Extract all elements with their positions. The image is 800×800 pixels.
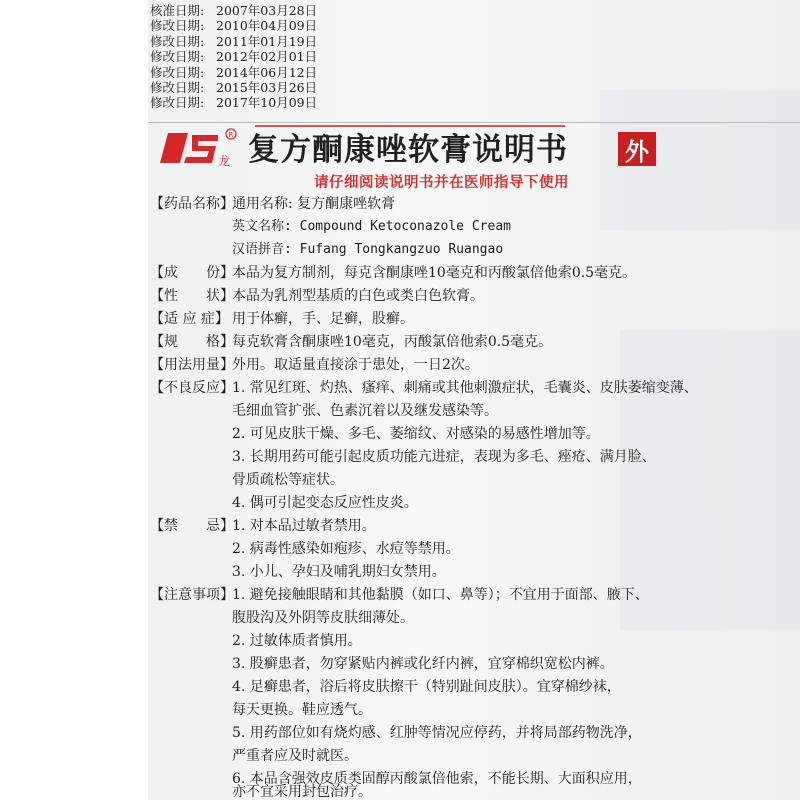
date-label: 修改日期:	[150, 49, 205, 65]
date-value: 2012年02月01日	[216, 49, 318, 65]
indications-label: 【适 应 症】	[150, 311, 229, 327]
date-row	[150, 34, 317, 49]
precaution-item: 5. 用药部位如有烧灼感、红肿等情况应停药，并将局部药物洗净，	[232, 725, 642, 741]
generic-name: 通用名称: 复方酮康唑软膏	[232, 196, 396, 212]
date-label: 修改日期:	[150, 18, 205, 34]
date-value: 2015年03月26日	[216, 80, 318, 96]
date-row	[150, 80, 317, 95]
date-label: 修改日期:	[150, 33, 205, 49]
date-label: 修改日期:	[150, 95, 205, 111]
dosage-label: 【用法用量】	[150, 357, 234, 373]
svg-text:R: R	[228, 131, 234, 139]
contraindication-item: 1. 对本品过敏者禁用。	[232, 518, 376, 534]
precaution-item: 2. 过敏体质者慎用。	[232, 633, 362, 649]
date-value: 2011年01月19日	[216, 33, 318, 49]
adverse-item: 1. 常见红斑、灼热、瘙痒、刺痛或其他刺激症状，毛囊炎、皮肤萎缩变薄、	[232, 380, 698, 396]
specification-text: 每克软膏含酮康唑10毫克，丙酸氯倍他索0.5毫克。	[232, 334, 553, 350]
adverse-item: 4. 偶可引起变态反应性皮炎。	[232, 495, 418, 511]
external-use-badge: 外	[618, 132, 656, 166]
english-name: 英文名称: Compound Ketoconazole Cream	[232, 219, 511, 234]
precaution-item: 每天更换。鞋应透气。	[232, 702, 372, 718]
date-value: 2014年06月12日	[216, 64, 318, 80]
adverse-item: 3. 长期用药可能引起皮质功能亢进症，表现为多毛、痤疮、满月脸、	[232, 449, 656, 465]
ingredients-text: 本品为复方制剂，每克含酮康唑10毫克和丙酸氯倍他索0.5毫克。	[232, 265, 637, 281]
precaution-item: 腹股沟及外阴等皮肤细薄处。	[232, 610, 414, 626]
properties-label: 【性 状】	[150, 288, 234, 304]
precaution-item: 严重者应及时就医。	[232, 748, 358, 764]
date-row	[150, 49, 317, 64]
ingredients-label: 【成 份】	[150, 265, 234, 281]
specification-label: 【规 格】	[150, 334, 234, 350]
pinyin-name: 汉语拼音: Fufang Tongkangzuo Ruangao	[232, 242, 504, 257]
date-row	[150, 3, 317, 18]
divider	[148, 122, 800, 123]
show-through-shadow	[620, 330, 800, 630]
date-row	[150, 65, 317, 80]
adverse-item: 2. 可见皮肤干燥、多毛、萎缩纹、对感染的易感性增加等。	[232, 426, 600, 442]
adverse-item: 毛细血管扩张、色素沉着以及继发感染等。	[232, 403, 498, 419]
adverse-item: 骨质疏松等症状。	[232, 472, 344, 488]
precaution-item: 亦不宜采用封包治疗。	[232, 784, 372, 800]
date-value: 2010年04月09日	[216, 18, 318, 34]
document-title: 复方酮康唑软膏说明书	[248, 132, 568, 168]
revision-dates	[150, 3, 317, 111]
date-label: 修改日期:	[150, 80, 205, 96]
usage-warning: 请仔细阅读说明书并在医师指导下使用	[314, 175, 569, 191]
logo-char: 龙	[218, 154, 231, 168]
adverse-label: 【不良反应】	[150, 380, 234, 396]
date-label: 核准日期:	[150, 3, 205, 18]
precaution-item: 3. 股癣患者，勿穿紧贴内裤或化纤内裤，宜穿棉织宽松内裤。	[232, 656, 614, 672]
precaution-item: 6. 本品含强效皮质类固醇丙酸氯倍他索，不能长期、大面积应用，	[232, 771, 642, 787]
date-row	[150, 18, 317, 33]
brand-logo	[158, 127, 240, 169]
precaution-item: 4. 足癣患者，浴后将皮肤擦干（特别趾间皮肤）。宜穿棉纱袜，	[232, 679, 621, 695]
date-value: 2007年03月28日	[216, 3, 318, 18]
date-row	[150, 95, 317, 110]
dosage-text: 外用。取适量直接涂于患处，一日2次。	[232, 357, 479, 373]
date-value: 2017年10月09日	[216, 95, 318, 111]
contraindication-item: 3. 小儿、孕妇及哺乳期妇女禁用。	[232, 564, 446, 580]
indications-text: 用于体癣，手、足癣，股癣。	[232, 311, 414, 327]
contraindication-item: 2. 病毒性感染如疱疹、水痘等禁用。	[232, 541, 460, 557]
contraindications-label: 【禁 忌】	[150, 518, 234, 534]
precaution-item: 1. 避免接触眼睛和其他黏膜（如口、鼻等）；不宜用于面部、腋下、	[232, 587, 649, 603]
properties-text: 本品为乳剂型基质的白色或类白色软膏。	[232, 288, 484, 304]
precautions-label: 【注意事项】	[150, 587, 234, 603]
drug-name-label: 【药品名称】	[150, 196, 234, 212]
date-label: 修改日期:	[150, 64, 205, 80]
